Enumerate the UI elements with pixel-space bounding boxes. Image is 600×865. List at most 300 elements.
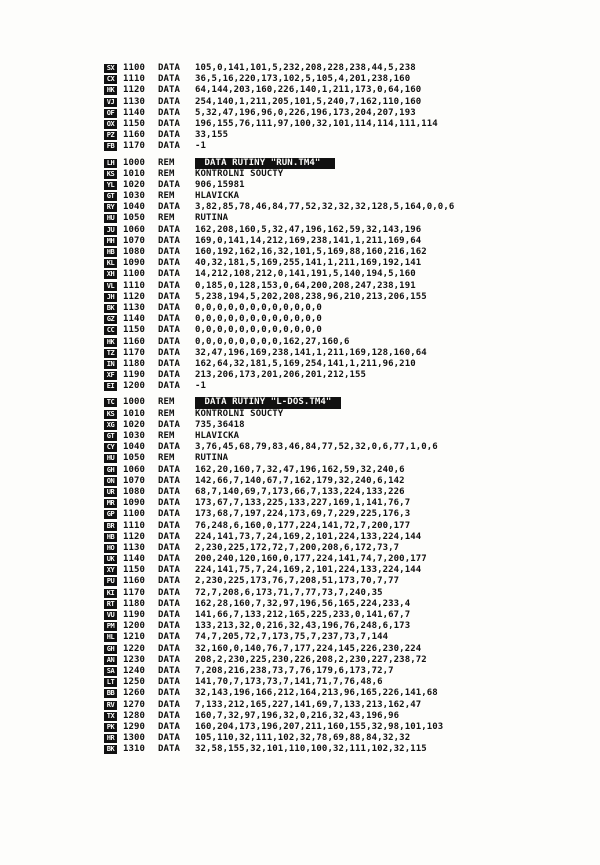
program-line — [104, 644, 574, 655]
checksum-badge: XY — [104, 566, 117, 575]
statement-arguments: 0,0,0,0,0,0,0,0,0,0,0,0 — [195, 325, 322, 336]
statement-arguments: 7,133,212,165,227,141,69,7,133,213,162,47 — [195, 699, 422, 710]
program-line — [104, 621, 574, 632]
statement-keyword: DATA — [158, 358, 181, 369]
statement-arguments: 200,240,120,160,0,177,224,141,74,7,200,177 — [195, 554, 427, 565]
statement-keyword: DATA — [158, 520, 181, 531]
program-line — [104, 63, 574, 74]
checksum-badge: FB — [104, 142, 117, 151]
statement-keyword: REM — [158, 157, 175, 168]
program-line — [104, 576, 574, 587]
checksum-badge: GH — [104, 466, 117, 475]
line-number: 1270 — [123, 699, 146, 710]
statement-arguments: 105,0,141,101,5,232,208,228,238,44,5,238 — [195, 63, 416, 73]
section-heading: DATA RUTINY "L-DOS.TM4" — [195, 397, 341, 408]
line-number: 1090 — [123, 258, 146, 269]
statement-keyword: DATA — [158, 598, 181, 609]
statement-arguments: HLAVICKA — [195, 191, 240, 202]
checksum-badge: BB — [104, 689, 117, 698]
statement-arguments: 36,5,16,220,173,102,5,105,4,201,238,160 — [195, 74, 411, 85]
program-line — [104, 733, 574, 744]
line-number: 1060 — [123, 464, 146, 475]
checksum-badge: MH — [104, 237, 117, 246]
program-line — [104, 599, 574, 610]
statement-arguments: 74,7,205,72,7,173,75,7,237,73,7,144 — [195, 632, 389, 643]
checksum-badge: CX — [104, 75, 117, 84]
program-line — [104, 632, 574, 643]
line-number: 1020 — [123, 179, 146, 190]
statement-arguments: 160,7,32,97,196,32,0,216,32,43,196,96 — [195, 710, 400, 721]
line-number: 1130 — [123, 96, 146, 107]
statement-keyword: DATA — [158, 370, 181, 381]
checksum-badge: HR — [104, 734, 117, 743]
line-number: 1280 — [123, 710, 146, 721]
basic-listing — [104, 63, 574, 755]
statement-keyword: REM — [158, 397, 175, 408]
checksum-badge: YL — [104, 181, 117, 190]
line-number: 1120 — [123, 291, 146, 302]
program-line — [104, 509, 574, 520]
program-line — [104, 348, 574, 359]
checksum-badge: GP — [104, 510, 117, 519]
line-number: 1000 — [123, 157, 146, 168]
checksum-badge: IN — [104, 360, 117, 369]
program-line — [104, 281, 574, 292]
statement-arguments: 169,0,141,14,212,169,238,141,1,211,169,64 — [195, 235, 422, 246]
program-line — [104, 554, 574, 565]
statement-keyword: DATA — [158, 744, 181, 755]
checksum-badge: JU — [104, 226, 117, 235]
checksum-badge: PZ — [104, 131, 117, 140]
program-line — [104, 359, 574, 370]
statement-arguments: 160,192,162,16,32,101,5,169,88,160,216,162 — [195, 247, 427, 257]
program-line — [104, 292, 574, 303]
line-number: 1190 — [123, 370, 146, 381]
checksum-badge: TX — [104, 712, 117, 721]
checksum-badge: SX — [104, 64, 117, 73]
program-line — [104, 213, 574, 224]
program-line — [104, 236, 574, 247]
line-number: 1100 — [123, 269, 146, 280]
program-line — [104, 677, 574, 688]
program-line — [104, 409, 574, 420]
statement-arguments: 32,58,155,32,101,110,100,32,111,102,32,115 — [195, 744, 427, 755]
program-line — [104, 722, 574, 733]
program-line — [104, 337, 574, 348]
line-number: 1180 — [123, 598, 146, 609]
statement-keyword: REM — [158, 213, 175, 224]
statement-keyword: DATA — [158, 721, 181, 732]
statement-arguments: 141,70,7,173,73,7,141,71,7,76,48,6 — [195, 677, 383, 688]
checksum-badge: ON — [104, 477, 117, 486]
statement-arguments: HLAVICKA — [195, 431, 240, 441]
statement-arguments: 142,66,7,140,67,7,162,179,32,240,6,142 — [195, 475, 405, 486]
line-number: 1110 — [123, 280, 146, 291]
statement-keyword: DATA — [158, 587, 181, 598]
line-number: 1230 — [123, 654, 146, 665]
checksum-badge: BK — [104, 745, 117, 754]
statement-arguments: 162,20,160,7,32,47,196,162,59,32,240,6 — [195, 464, 405, 475]
checksum-badge: EI — [104, 382, 117, 391]
statement-keyword: DATA — [158, 269, 181, 280]
line-number: 1000 — [123, 397, 146, 408]
line-number: 1140 — [123, 107, 146, 118]
program-line — [104, 588, 574, 599]
statement-keyword: DATA — [158, 688, 181, 699]
statement-keyword: REM — [158, 453, 175, 464]
statement-arguments: 76,248,6,160,0,177,224,141,72,7,200,177 — [195, 520, 411, 531]
checksum-badge: XH — [104, 270, 117, 279]
line-number: 1050 — [123, 453, 146, 464]
statement-keyword: DATA — [158, 314, 181, 325]
statement-arguments: 224,141,75,7,24,169,2,101,224,133,224,144 — [195, 565, 422, 576]
checksum-badge: CC — [104, 326, 117, 335]
statement-arguments: 160,204,173,196,207,211,160,155,32,98,101,103 — [195, 721, 444, 732]
program-line — [104, 565, 574, 576]
line-number: 1100 — [123, 509, 146, 520]
statement-keyword: DATA — [158, 347, 181, 358]
checksum-badge: HK — [104, 338, 117, 347]
checksum-badge: GZ — [104, 315, 117, 324]
statement-arguments: KONTROLNI SOUCTY — [195, 408, 284, 419]
line-number: 1080 — [123, 247, 146, 257]
program-line — [104, 119, 574, 130]
program-line — [104, 97, 574, 108]
statement-arguments: 141,66,7,133,212,165,225,233,0,141,67,7 — [195, 610, 411, 620]
program-line — [104, 141, 574, 152]
statement-arguments: -1 — [195, 141, 207, 152]
statement-arguments: 7,208,216,238,73,7,76,179,6,173,72,7 — [195, 665, 394, 676]
statement-arguments: 162,64,32,181,5,169,254,141,1,211,96,210 — [195, 358, 416, 369]
statement-arguments: 33,155 — [195, 130, 229, 141]
line-number: 1150 — [123, 118, 146, 129]
checksum-badge: KS — [104, 170, 117, 179]
statement-arguments: 173,67,7,133,225,133,227,169,1,141,76,7 — [195, 498, 411, 509]
statement-arguments: 0,0,0,0,0,0,0,0,0,0,0,0 — [195, 302, 322, 313]
line-number: 1120 — [123, 85, 146, 96]
statement-keyword: DATA — [158, 677, 181, 688]
line-number: 1130 — [123, 302, 146, 313]
program-line — [104, 169, 574, 180]
checksum-badge: VL — [104, 282, 117, 291]
statement-keyword: DATA — [158, 710, 181, 721]
program-line — [104, 381, 574, 392]
program-line — [104, 655, 574, 666]
program-line — [104, 476, 574, 487]
statement-keyword: DATA — [158, 141, 181, 152]
checksum-badge: CY — [104, 443, 117, 452]
statement-arguments: 173,68,7,197,224,173,69,7,229,225,176,3 — [195, 509, 411, 520]
program-line — [104, 700, 574, 711]
program-line — [104, 202, 574, 213]
line-number: 1010 — [123, 408, 146, 419]
statement-keyword: DATA — [158, 699, 181, 710]
statement-keyword: DATA — [158, 85, 181, 96]
statement-keyword: DATA — [158, 280, 181, 291]
line-number: 1070 — [123, 235, 146, 246]
program-line — [104, 158, 574, 169]
line-number: 1160 — [123, 130, 146, 141]
program-line — [104, 666, 574, 677]
statement-arguments: 2,230,225,172,72,7,200,208,6,172,73,7 — [195, 542, 400, 553]
checksum-badge: UR — [104, 488, 117, 497]
program-line — [104, 130, 574, 141]
line-number: 1010 — [123, 168, 146, 179]
checksum-badge: HO — [104, 544, 117, 553]
program-line — [104, 442, 574, 453]
statement-keyword: REM — [158, 168, 175, 179]
checksum-badge: MR — [104, 499, 117, 508]
statement-keyword: DATA — [158, 565, 181, 576]
statement-arguments: 224,141,73,7,24,169,2,101,224,133,224,144 — [195, 531, 422, 542]
line-number: 1170 — [123, 587, 146, 598]
checksum-badge: HB — [104, 533, 117, 542]
statement-keyword: DATA — [158, 381, 181, 392]
line-number: 1260 — [123, 688, 146, 699]
line-number: 1040 — [123, 202, 146, 213]
line-number: 1130 — [123, 542, 146, 553]
checksum-badge: XF — [104, 371, 117, 380]
checksum-badge: KL — [104, 259, 117, 268]
line-number: 1200 — [123, 381, 146, 392]
program-line — [104, 543, 574, 554]
statement-keyword: DATA — [158, 247, 181, 257]
statement-keyword: DATA — [158, 509, 181, 520]
program-line — [104, 453, 574, 464]
statement-arguments: 32,160,0,140,76,7,177,224,145,226,230,224 — [195, 643, 422, 654]
program-line — [104, 498, 574, 509]
statement-keyword: DATA — [158, 96, 181, 107]
program-line — [104, 258, 574, 269]
statement-keyword: DATA — [158, 63, 181, 73]
statement-arguments: 32,47,196,169,238,141,1,211,169,128,160,64 — [195, 347, 427, 358]
line-number: 1030 — [123, 191, 146, 202]
statement-keyword: DATA — [158, 632, 181, 643]
statement-keyword: DATA — [158, 576, 181, 587]
checksum-badge: SA — [104, 667, 117, 676]
statement-keyword: DATA — [158, 235, 181, 246]
line-number: 1090 — [123, 498, 146, 509]
line-number: 1070 — [123, 475, 146, 486]
program-line — [104, 431, 574, 442]
line-number: 1030 — [123, 431, 146, 441]
line-number: 1220 — [123, 643, 146, 654]
checksum-badge: KS — [104, 410, 117, 419]
statement-keyword: DATA — [158, 654, 181, 665]
statement-arguments: 68,7,140,69,7,173,66,7,133,224,133,226 — [195, 486, 405, 497]
program-line — [104, 465, 574, 476]
statement-keyword: DATA — [158, 291, 181, 302]
checksum-badge: HK — [104, 86, 117, 95]
statement-arguments: 5,238,194,5,202,208,238,96,210,213,206,155 — [195, 291, 427, 302]
program-line — [104, 688, 574, 699]
statement-arguments: RUTINA — [195, 213, 229, 224]
checksum-badge: TC — [104, 398, 117, 407]
statement-arguments: KONTROLNI SOUCTY — [195, 168, 284, 179]
line-number: 1040 — [123, 442, 146, 453]
program-line — [104, 247, 574, 258]
program-line — [104, 487, 574, 498]
statement-arguments: 64,144,203,160,226,140,1,211,173,0,64,160 — [195, 85, 422, 96]
statement-keyword: DATA — [158, 258, 181, 269]
statement-arguments: 3,82,85,78,46,84,77,52,32,32,32,128,5,164,0,0,6 — [195, 202, 455, 213]
checksum-badge: HU — [104, 214, 117, 223]
checksum-badge: BR — [104, 522, 117, 531]
program-line — [104, 610, 574, 621]
statement-keyword: DATA — [158, 419, 181, 430]
statement-keyword: DATA — [158, 179, 181, 190]
line-number: 1050 — [123, 213, 146, 224]
checksum-badge: LH — [104, 159, 117, 168]
statement-arguments: 72,7,208,6,173,71,7,77,73,7,240,35 — [195, 587, 383, 598]
statement-keyword: DATA — [158, 733, 181, 744]
statement-keyword: DATA — [158, 610, 181, 620]
line-number: 1190 — [123, 610, 146, 620]
line-number: 1290 — [123, 721, 146, 732]
statement-keyword: DATA — [158, 336, 181, 347]
checksum-badge: JH — [104, 293, 117, 302]
line-number: 1180 — [123, 358, 146, 369]
statement-arguments: 32,143,196,166,212,164,213,96,165,226,141,68 — [195, 688, 438, 699]
program-line — [104, 225, 574, 236]
program-line — [104, 711, 574, 722]
statement-keyword: DATA — [158, 74, 181, 85]
statement-keyword: DATA — [158, 130, 181, 141]
program-line — [104, 180, 574, 191]
program-line — [104, 269, 574, 280]
checksum-badge: PU — [104, 577, 117, 586]
statement-arguments: 2,230,225,173,76,7,208,51,173,70,7,77 — [195, 576, 400, 587]
checksum-badge: LT — [104, 678, 117, 687]
checksum-badge: UK — [104, 555, 117, 564]
program-line — [104, 314, 574, 325]
line-number: 1150 — [123, 325, 146, 336]
line-number: 1140 — [123, 314, 146, 325]
statement-keyword: DATA — [158, 464, 181, 475]
line-number: 1170 — [123, 347, 146, 358]
statement-arguments: 196,155,76,111,97,100,32,101,114,114,111,114 — [195, 118, 438, 129]
statement-arguments: 14,212,108,212,0,141,191,5,140,194,5,160 — [195, 269, 416, 280]
line-number: 1240 — [123, 665, 146, 676]
statement-keyword: DATA — [158, 325, 181, 336]
checksum-badge: PK — [104, 723, 117, 732]
checksum-badge: RY — [104, 203, 117, 212]
checksum-badge: TZ — [104, 349, 117, 358]
checksum-badge: BK — [104, 304, 117, 313]
line-number: 1210 — [123, 632, 146, 643]
line-number: 1250 — [123, 677, 146, 688]
statement-keyword: DATA — [158, 202, 181, 213]
checksum-badge: GH — [104, 645, 117, 654]
statement-keyword: DATA — [158, 531, 181, 542]
statement-arguments: -1 — [195, 381, 207, 392]
statement-keyword: DATA — [158, 442, 181, 453]
checksum-badge: AN — [104, 656, 117, 665]
line-number: 1140 — [123, 554, 146, 565]
statement-keyword: DATA — [158, 302, 181, 313]
statement-keyword: DATA — [158, 224, 181, 235]
statement-keyword: DATA — [158, 475, 181, 486]
line-number: 1110 — [123, 74, 146, 85]
statement-arguments: 0,0,0,0,0,0,0,0,0,0,0,0 — [195, 314, 322, 325]
line-number: 1110 — [123, 520, 146, 531]
statement-keyword: REM — [158, 431, 175, 441]
statement-keyword: DATA — [158, 107, 181, 118]
line-number: 1060 — [123, 224, 146, 235]
line-number: 1150 — [123, 565, 146, 576]
checksum-badge: HU — [104, 454, 117, 463]
checksum-badge: KI — [104, 589, 117, 598]
statement-arguments: 254,140,1,211,205,101,5,240,7,162,110,160 — [195, 96, 422, 107]
line-number: 1200 — [123, 621, 146, 632]
checksum-badge: XG — [104, 421, 117, 430]
statement-keyword: DATA — [158, 554, 181, 565]
line-number: 1300 — [123, 733, 146, 744]
statement-keyword: DATA — [158, 542, 181, 553]
checksum-badge: RT — [104, 600, 117, 609]
statement-arguments: 162,208,160,5,32,47,196,162,59,32,143,196 — [195, 224, 422, 235]
program-line — [104, 521, 574, 532]
statement-arguments: 105,110,32,111,102,32,78,69,88,84,32,32 — [195, 733, 411, 744]
checksum-badge: PM — [104, 622, 117, 631]
checksum-badge: VU — [104, 611, 117, 620]
program-line — [104, 108, 574, 119]
line-number: 1170 — [123, 141, 146, 152]
program-line — [104, 744, 574, 755]
statement-arguments: 162,28,160,7,32,97,196,56,165,224,233,4 — [195, 598, 411, 609]
statement-keyword: DATA — [158, 621, 181, 632]
statement-arguments: 208,2,230,225,230,226,208,2,230,227,238,72 — [195, 654, 427, 665]
statement-arguments: 5,32,47,196,96,0,226,196,173,204,207,193 — [195, 107, 416, 118]
program-line — [104, 370, 574, 381]
line-number: 1160 — [123, 576, 146, 587]
statement-arguments: RUTINA — [195, 453, 229, 464]
program-line — [104, 85, 574, 96]
program-line — [104, 325, 574, 336]
statement-arguments: 3,76,45,68,79,83,46,84,77,52,32,0,6,77,1,0,6 — [195, 442, 438, 453]
checksum-badge: GT — [104, 192, 117, 201]
statement-arguments: 40,32,181,5,169,255,141,1,211,169,192,141 — [195, 258, 422, 269]
program-line — [104, 303, 574, 314]
checksum-badge: VJ — [104, 98, 117, 107]
statement-keyword: REM — [158, 191, 175, 202]
checksum-badge: OF — [104, 109, 117, 118]
statement-keyword: DATA — [158, 498, 181, 509]
checksum-badge: HL — [104, 633, 117, 642]
program-line — [104, 420, 574, 431]
line-number: 1100 — [123, 63, 146, 73]
statement-arguments: 213,206,173,201,206,201,212,155 — [195, 370, 367, 381]
line-number: 1080 — [123, 486, 146, 497]
line-number: 1020 — [123, 419, 146, 430]
program-line — [104, 532, 574, 543]
checksum-badge: RV — [104, 701, 117, 710]
statement-keyword: DATA — [158, 643, 181, 654]
checksum-badge: HB — [104, 248, 117, 257]
statement-keyword: DATA — [158, 486, 181, 497]
statement-arguments: 735,36418 — [195, 419, 245, 430]
statement-arguments: 133,213,32,0,216,32,43,196,76,248,6,173 — [195, 621, 411, 632]
section-heading: DATA RUTINY "RUN.TM4" — [195, 158, 335, 169]
statement-arguments: 0,0,0,0,0,0,0,0,162,27,160,6 — [195, 336, 350, 347]
statement-keyword: DATA — [158, 118, 181, 129]
line-number: 1160 — [123, 336, 146, 347]
program-line — [104, 397, 574, 408]
line-number: 1310 — [123, 744, 146, 755]
statement-keyword: REM — [158, 408, 175, 419]
checksum-badge: OX — [104, 120, 117, 129]
statement-arguments: 0,185,0,128,153,0,64,200,208,247,238,191 — [195, 280, 416, 291]
